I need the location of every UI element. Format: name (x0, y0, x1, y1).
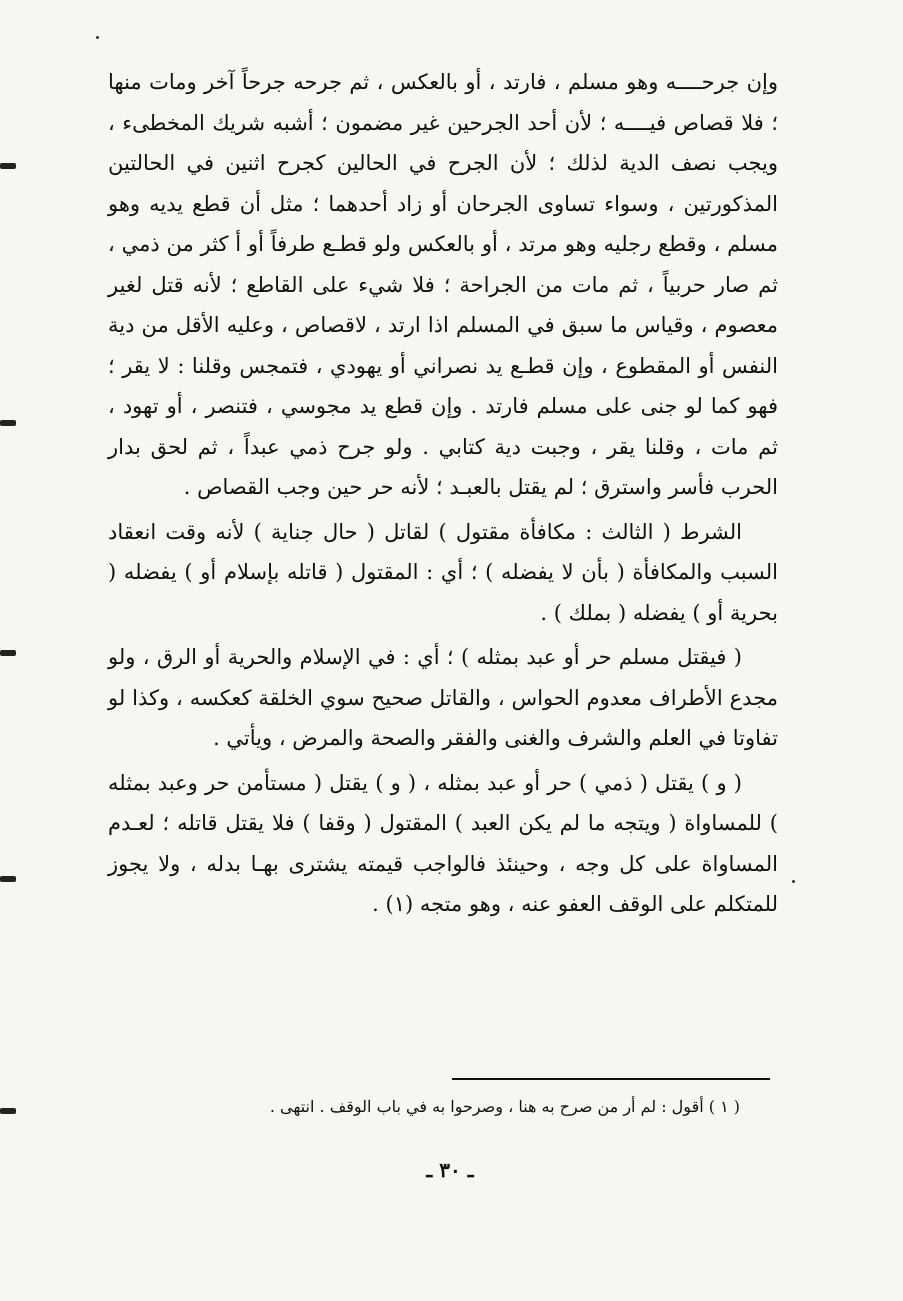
margin-mark (0, 420, 16, 426)
scan-speck (792, 880, 795, 883)
margin-mark (0, 650, 16, 656)
paragraph-3: ( فيقتل مسلم حر أو عبد بمثله ) ؛ أي : في الإسلام والحرية أو الرق ، ولو مجدع الأطراف معدوم الحواس ، والقاتل صحيح سوي الخلقة كعكسه ، وكذا لو تفاوتا في العلم والشرف والغنى والفقر والصحة والمرض ، ويأتي . (108, 645, 778, 750)
footnote-separator (452, 1078, 770, 1080)
page-body (108, 62, 778, 925)
paragraph-1: وإن جرحــــه وهو مسلم ، فارتد ، أو بالعكس ، ثم جرحه جرحاً آخر ومات منها ؛ فلا قصاص فيــــه ؛ لأن أحد الجرحين غير مضمون ؛ أشبه شريك المخطىء ، ويجب نصف الدية لذلك ؛ لأن الجرح في الحالين كجرح اثنين في الحالتين المذكورتين ، وسواء تساوى الجرحان أو زاد أحدهما ؛ مثل أن قطع يديه وهو مسلم ، وقطع رجليه وهو مرتد ، أو بالعكس ولو قطـع طرفاً أو أ كثر من ذمي ، ثم صار حربياً ، ثم مات من الجراحة ؛ فلا شيء على القاطع ؛ لأنه قتل لغير معصوم ، وقياس ما سبق في المسلم اذا ارتد ، لاقصاص ، وعليه الأقل من دية النفس أو المقطوع ، وإن قطـع يد نصراني أو يهودي ، فتمجس وقلنا : لا يقر ؛ فهو كما لو جنى على مسلم فارتد . وإن قطع يد مجوسي ، فتنصر ، أو تهود ، ثم مات ، وقلنا يقر ، وجبت دية كتابي . ولو جرح ذمي عبداً ، ثم لحق بدار الحرب فأسر واسترق ؛ لم يقتل بالعبـد ؛ لأنه حر حين وجب القصاص . (108, 70, 778, 499)
footnote: ( ١ ) أقول : لم أر من صرح به هنا ، وصرحوا به في باب الوقف . انتهى . (269, 1097, 740, 1116)
scan-speck (96, 36, 99, 39)
margin-mark (0, 876, 16, 882)
margin-mark (0, 1108, 16, 1114)
margin-mark (0, 163, 16, 169)
paragraph-4: ( و ) يقتل ( ذمي ) حر أو عبد بمثله ، ( و ) يقتل ( مستأمن حر وعبد بمثله ) للمساواة ( ويتجه ما لم يكن العبد ) المقتول ( وقفا ) فلا يقتل قاتله ؛ لعـدم المساواة على كل وجه ، وحينئذ فالواجب قيمته يشترى بهـا بدله ، ولا يجوز للمتكلم على الوقف العفو عنه ، وهو متجه (١) . (108, 770, 778, 916)
paragraph-2: الشرط ( الثالث : مكافأة مقتول ) لقاتل ( حال جناية ) لأنه وقت انعقاد السبب والمكافأة ( بأن لا يفضله ) ؛ أي : المقتول ( قاتله بإسلام أو ) يفضله ( بحرية أو ) يفضله ( بملك ) . (108, 519, 778, 625)
page-number: ـ ٣٠ ـ (426, 1158, 474, 1182)
